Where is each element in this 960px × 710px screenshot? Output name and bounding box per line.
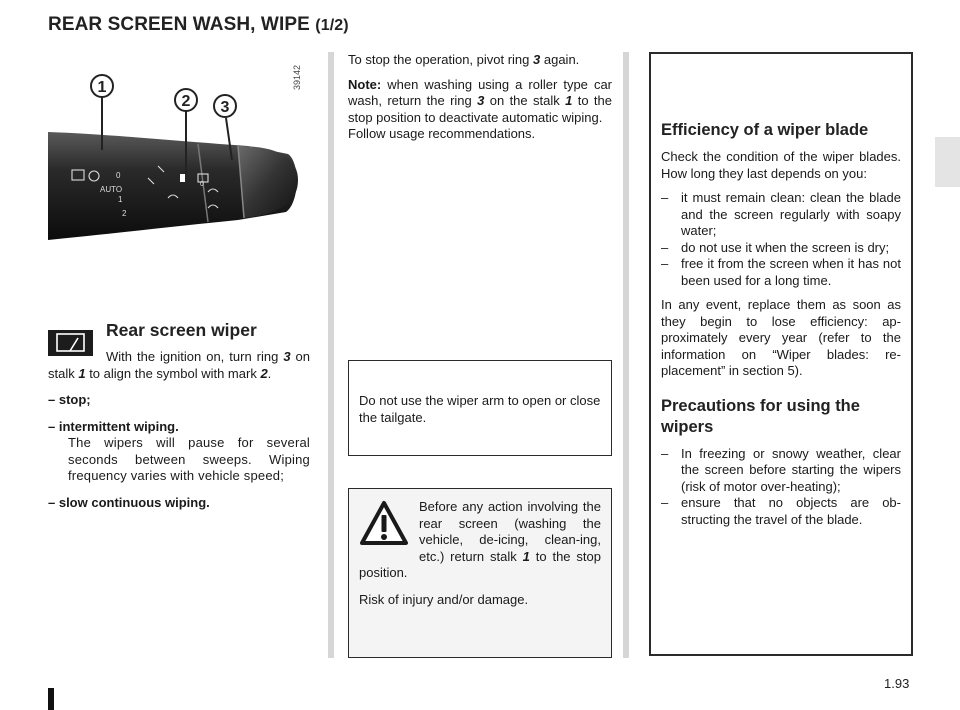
list-item: – In freezing or snowy weather, clear the screen before starting the wipers (risk of motor over-heating); — [661, 446, 901, 496]
rear-wiper-intro: With the ignition on, turn ring 3 on stalk 1 to align the symbol with mark 2. — [48, 349, 310, 381]
page-title-part: (1/2) — [315, 17, 349, 34]
warning-triangle-icon — [359, 499, 409, 551]
callout-1 — [91, 75, 113, 97]
page-title-text: REAR SCREEN WASH, WIPE — [48, 14, 310, 35]
rear-screen-wiper-heading: Rear screen wiper — [106, 320, 257, 340]
page-number: 1.93 — [884, 676, 910, 691]
list-item: – do not use it when the screen is dry; — [661, 240, 901, 257]
section-tab — [935, 137, 960, 187]
page-corner-mark — [48, 688, 54, 710]
stalk-zero-mark: 0 — [116, 171, 121, 180]
stalk-auto-mark: AUTO — [100, 185, 123, 194]
image-reference-code: 39142 — [292, 64, 302, 90]
efficiency-list — [661, 190, 901, 289]
stalk-ring-zero: 0 — [200, 181, 204, 188]
list-item-intermittent: – intermittent wiping. — [48, 418, 179, 434]
efficiency-intro: Check the condition of the wiper blades. How long they last depends on you: — [661, 149, 901, 181]
svg-text:3: 3 — [220, 99, 230, 116]
wiper-stalk-illustration — [48, 62, 308, 248]
wiper-stalk-photo — [48, 62, 308, 248]
efficiency-outro: In any event, replace them as soon as they begin to lose efficiency: ap-proximately every year (refer to the information on “Wiper blades: re-placement” in section 5). — [661, 297, 901, 378]
svg-text:2: 2 — [181, 93, 191, 110]
stalk-one-mark: 1 — [118, 195, 123, 204]
tailgate-warning-box — [348, 360, 612, 456]
column-divider-right — [623, 52, 629, 658]
list-item-intermittent-detail: The wipers will pause for several seconds between sweeps. Wiping frequency varies with vehicle speed; — [68, 435, 310, 483]
list-item-slow: – slow continuous wiping. — [48, 494, 210, 510]
risk-of-injury-text: Risk of injury and/or damage. — [359, 591, 529, 607]
middle-column-text — [348, 52, 612, 143]
list-item: – free it from the screen when it has not been used for a long time. — [661, 256, 901, 289]
precautions-heading: Precautions for using the wipers — [661, 396, 860, 436]
callout-2 — [175, 89, 197, 111]
tailgate-warning-text: Do not use the wiper arm to open or close the tailgate. — [359, 393, 601, 425]
wiper-blade-info-box — [649, 52, 913, 656]
list-item-stop: – stop; — [48, 392, 91, 407]
list-item: – it must remain clean: clean the blade and the screen regularly with soapy water; — [661, 190, 901, 240]
svg-text:1: 1 — [97, 79, 107, 96]
danger-warning-text: Before any action involving the rear screen (washing the vehicle, de-icing, clean-ing, etc.) return stalk 1 to the stop position. — [359, 499, 601, 580]
callout-3 — [214, 95, 236, 117]
usage-recommendations: Follow usage recommendations. — [348, 126, 536, 141]
danger-warning-box — [348, 488, 612, 658]
precautions-list — [661, 446, 901, 529]
stop-operation-text: To stop the operation, pivot ring 3 again. — [348, 52, 580, 67]
stalk-two-mark: 2 — [122, 209, 127, 218]
list-item: – ensure that no objects are ob-structing the travel of the blade. — [661, 495, 901, 528]
page-title — [48, 14, 349, 36]
rear-screen-wiper-text — [48, 349, 310, 511]
car-wash-note: Note: when washing using a roller type car wash, return the ring 3 on the stalk 1 to the stop position to deactivate automatic wiping. — [348, 76, 612, 125]
efficiency-heading: Efficiency of a wiper blade — [661, 121, 869, 139]
column-divider-left — [328, 52, 334, 658]
